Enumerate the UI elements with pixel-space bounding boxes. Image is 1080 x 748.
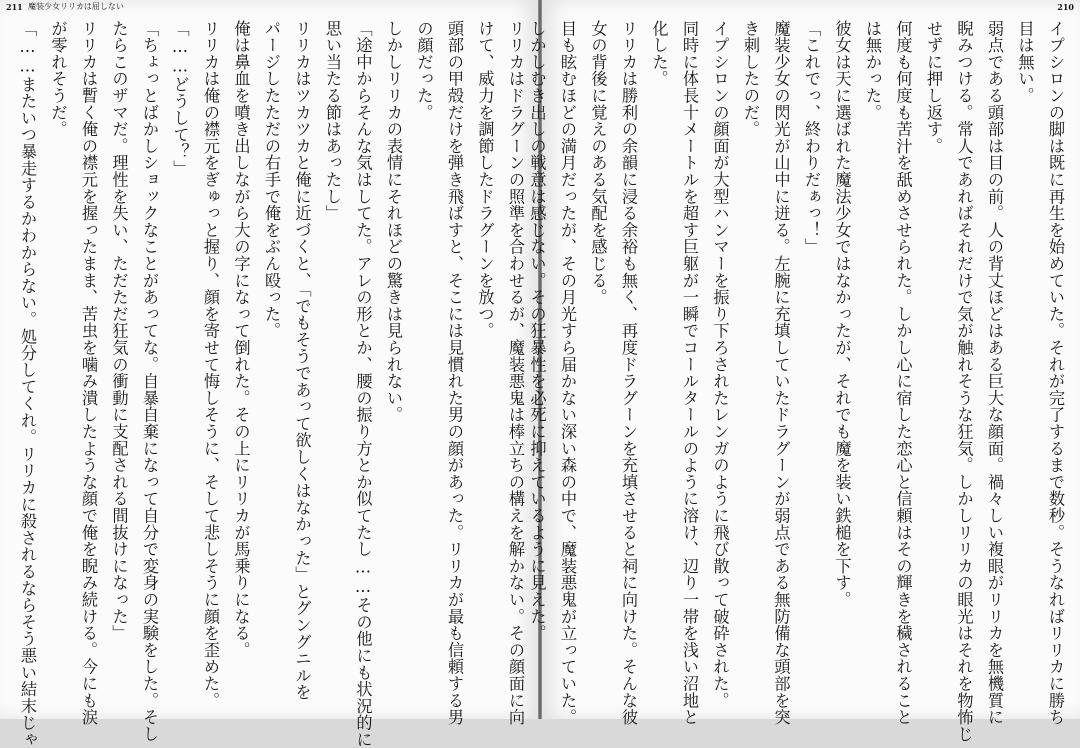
text-line: 「……またいつ暴走するかわからない。処分してくれ。リリカに殺されるならそう悪い結末じゃ — [18, 20, 37, 748]
text-line: 化した。 — [649, 20, 669, 88]
text-line: 何度も何度も苦汁を舐めさせられた。しかし心に宿した恋心と信頼はその輝きを穢されること — [893, 20, 913, 726]
text-line: リリカは俺の襟元をぎゅっと握り、顔を寄せて悔しそうに、そして悲しそうに顔を歪めた。 — [201, 20, 220, 709]
text-line: リリカは勝利の余韻に浸る余裕も無く、再度ドラグーンを充填させると祠に向けた。そんな彼 — [619, 20, 638, 726]
text-line: は無かった。 — [863, 20, 882, 121]
left-page-number: 211 — [6, 2, 23, 12]
text-line: たらこのザマだ。理性を失い、ただただ狂気の衝動に支配される間抜けになった」 — [109, 20, 129, 642]
text-line: き刺したのだ。 — [741, 20, 760, 138]
right-page-body — [527, 20, 1070, 743]
text-line: イプシロンの顔面が大型ハンマーを振り下ろされたレンガのように飛び散って破砕された。 — [710, 20, 730, 709]
left-page-body — [8, 20, 530, 748]
text-line: けて、威力を調節したドラグーンを放つ。 — [475, 20, 495, 340]
text-line: しかしリリカの表情にそれほどの驚きは見られない。 — [384, 20, 403, 424]
text-line: が零れそうだ。 — [48, 20, 68, 138]
text-line: 思い当たる節はあったし」 — [323, 20, 342, 222]
text-line: せずに押し返す。 — [924, 20, 943, 155]
text-line: イプシロンの脚は既に再生を始めていた。それが完了するまで数秒。そうなればリリカに勝ち — [1046, 20, 1065, 726]
text-line: 女の背後に覚えのある気配を感じる。 — [588, 20, 608, 306]
text-line: リリカはツカツカと俺に近づくと、「でもそうであって欲しくはなかった」とグングニルを — [292, 20, 312, 701]
text-line: 同時に体長十メートルを超す巨躯が一瞬でコールタールのように溶け、辺り一帯を浅い沼地と — [680, 20, 699, 726]
text-line: 目は無い。 — [1015, 20, 1035, 104]
text-line: 俺は鼻血を噴き出しながら大の字になって倒れた。その上にリリカが馬乗りになる。 — [231, 20, 251, 659]
text-line: リリカはドラグーンの照準を合わせるが、魔装悪鬼は棒立ちの構えを解かない。その顔面に向 — [506, 20, 525, 726]
text-line: 弱点である頭部は目の前。人の背丈ほどはある巨大な顔面。禍々しい複眼がリリカを無機質に — [985, 20, 1004, 726]
text-line: 魔装少女の閃光が山中に迸る。左腕に充填していたドラグーンが弱点である無防備な頭部を突 — [771, 20, 791, 726]
text-line: の顔だった。 — [414, 20, 434, 121]
right-page — [527, 0, 1080, 743]
text-line: パージしたただの右手で俺をぶん殴った。 — [262, 20, 281, 340]
text-line: 目も眩むほどの満月だったが、その月光すら届かない深い森の中で、魔装悪鬼が立っていた。 — [558, 20, 577, 726]
running-header: 魔装少女リリカは屈しない — [28, 2, 124, 11]
text-line: 「ちょっとばかしショックなことがあってな。自暴自棄になって自分で変身の実験をした。そし — [140, 20, 159, 743]
text-line: しかしむき出しの戦意は感じない。その狂暴性を必死に抑えているように見えた。 — [527, 20, 547, 642]
text-line: 「途中からそんな気はしてた。アレの形とか、腰の振り方とか似てたし……その他にも状況的に — [353, 20, 373, 748]
text-line: 頭部の甲殻だけを弾き飛ばすと、そこには見慣れた男の顔があった。リリカが最も信頼する男 — [445, 20, 464, 726]
text-line: 睨みつける。常人であればそれだけで気が触れそうな狂気。しかしリリカの眼光はそれを物怖じ — [954, 20, 974, 743]
text-line: 「……どうして？」 — [170, 20, 190, 177]
text-line: 彼女は天に選ばれた魔法少女ではなかったが、それでも魔を装い鉄槌を下す。 — [832, 20, 852, 608]
text-line: 「これでっ、終わりだぁっ！」 — [802, 20, 821, 256]
right-page-number: 210 — [1057, 2, 1074, 12]
text-line: リリカは暫く俺の襟元を握ったまま、苦虫を噛み潰したような顔で俺を睨み続ける。今にも涙 — [79, 20, 98, 726]
left-page — [0, 0, 538, 748]
